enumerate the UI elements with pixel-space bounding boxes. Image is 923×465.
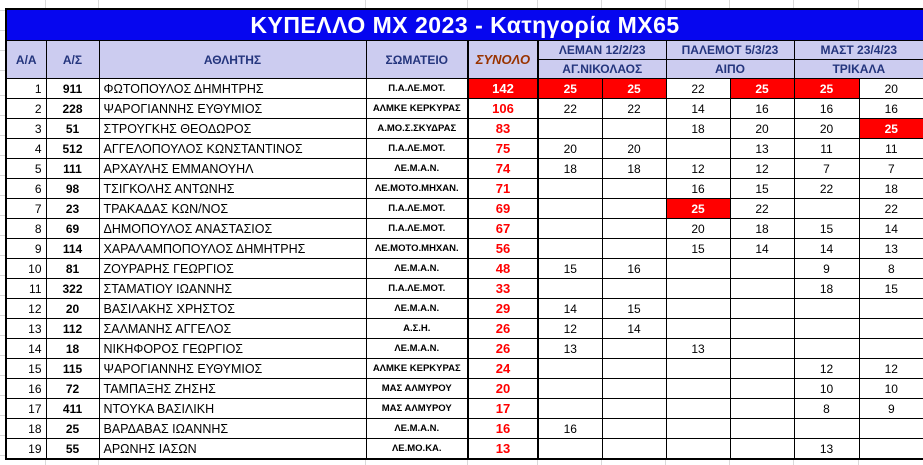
rider-number-cell[interactable]: 20 (46, 299, 99, 319)
club-cell[interactable]: Π.Α.ΛΕ.ΜΟΤ. (366, 279, 468, 299)
total-cell[interactable]: 142 (468, 79, 538, 99)
athlete-cell[interactable]: ΨΑΡΟΓΙΑΝΝΗΣ ΕΥΘΥΜΙΟΣ (99, 359, 366, 379)
rider-number-cell[interactable]: 114 (46, 239, 99, 259)
col-header-athlete[interactable]: ΑΘΛΗΤΗΣ (99, 41, 366, 79)
score-cell[interactable]: 11 (859, 139, 923, 159)
score-cell[interactable] (730, 339, 794, 359)
header-row-events (6, 41, 923, 60)
total-cell[interactable]: 69 (468, 199, 538, 219)
rider-number-cell[interactable]: 911 (46, 79, 99, 99)
total-cell[interactable]: 67 (468, 219, 538, 239)
score-cell[interactable]: 16 (538, 419, 602, 439)
athlete-cell[interactable]: ΖΟΥΡΑΡΗΣ ΓΕΩΡΓΙΟΣ (99, 259, 366, 279)
score-cell[interactable]: 16 (859, 99, 923, 119)
score-cell[interactable] (794, 419, 859, 439)
score-cell[interactable] (666, 419, 730, 439)
table-row (6, 299, 923, 319)
score-cell[interactable]: 15 (794, 219, 859, 239)
rider-number-cell[interactable]: 411 (46, 399, 99, 419)
results-body (6, 79, 923, 460)
score-cell[interactable] (730, 319, 794, 339)
score-cell[interactable] (538, 239, 602, 259)
score-cell[interactable]: 13 (859, 239, 923, 259)
score-cell[interactable] (666, 379, 730, 399)
total-cell[interactable]: 71 (468, 179, 538, 199)
score-cell[interactable]: 20 (794, 119, 859, 139)
rider-number-cell[interactable]: 112 (46, 319, 99, 339)
score-cell[interactable] (794, 299, 859, 319)
club-cell[interactable]: ΛΕ.Μ.Α.Ν. (366, 339, 468, 359)
score-cell[interactable]: 20 (602, 139, 666, 159)
table-row (6, 339, 923, 359)
gridline (365, 460, 366, 465)
gridline (365, 0, 366, 8)
club-cell[interactable]: Π.Α.ΛΕ.ΜΟΤ. (366, 199, 468, 219)
score-cell[interactable] (602, 279, 666, 299)
score-cell[interactable]: 16 (666, 179, 730, 199)
score-cell[interactable] (794, 339, 859, 359)
table-row (6, 99, 923, 119)
table-row (6, 279, 923, 299)
rider-number-cell[interactable]: 115 (46, 359, 99, 379)
gridline-strip-bottom (5, 460, 923, 465)
table-row (6, 159, 923, 179)
gridline (467, 460, 468, 465)
score-cell[interactable] (730, 259, 794, 279)
total-cell[interactable]: 13 (468, 439, 538, 460)
score-cell[interactable]: 14 (794, 239, 859, 259)
rider-number-cell[interactable]: 25 (46, 419, 99, 439)
rank-cell[interactable]: 7 (6, 199, 46, 219)
rider-number-cell[interactable]: 23 (46, 199, 99, 219)
score-cell[interactable]: 18 (859, 179, 923, 199)
col-header-club[interactable]: ΣΩΜΑΤΕΙΟ (366, 41, 468, 79)
score-cell[interactable]: 9 (859, 399, 923, 419)
score-cell[interactable] (602, 339, 666, 359)
table-row (6, 439, 923, 460)
score-cell[interactable]: 13 (730, 139, 794, 159)
score-cell[interactable] (859, 299, 923, 319)
rank-cell[interactable]: 1 (6, 79, 46, 99)
score-cell[interactable] (602, 379, 666, 399)
athlete-cell[interactable]: ΒΑΡΔΑΒΑΣ ΙΩΑΝΝΗΣ (99, 419, 366, 439)
club-cell[interactable]: Π.Α.ΛΕ.ΜΟΤ. (366, 219, 468, 239)
venue-header-trikala[interactable]: ΤΡΙΚΑΛΑ (794, 60, 923, 79)
club-cell[interactable]: Π.Α.ΛΕ.ΜΟΤ. (366, 139, 468, 159)
venue-header-aipo[interactable]: ΑΙΠΟ (666, 60, 794, 79)
score-cell[interactable]: 14 (602, 319, 666, 339)
score-cell[interactable] (859, 319, 923, 339)
rank-cell[interactable]: 18 (6, 419, 46, 439)
total-cell[interactable]: 75 (468, 139, 538, 159)
athlete-cell[interactable]: ΑΡΧΑΥΛΗΣ ΕΜΜΑΝΟΥΗΛ (99, 159, 366, 179)
table-row (6, 419, 923, 439)
score-cell[interactable]: 25 (794, 79, 859, 99)
score-cell[interactable]: 8 (794, 399, 859, 419)
table-row (6, 179, 923, 199)
rider-number-cell[interactable]: 72 (46, 379, 99, 399)
gridline (45, 0, 46, 8)
gridline (729, 460, 730, 465)
athlete-cell[interactable]: ΔΗΜΟΠΟΥΛΟΣ ΑΝΑΣΤΑΣΙΟΣ (99, 219, 366, 239)
score-cell[interactable]: 25 (602, 79, 666, 99)
gridline (98, 460, 99, 465)
score-cell[interactable] (730, 299, 794, 319)
table-row (6, 259, 923, 279)
score-cell[interactable]: 15 (730, 179, 794, 199)
score-cell[interactable]: 13 (538, 339, 602, 359)
club-cell[interactable]: Π.Α.ΛΕ.ΜΟΤ. (366, 79, 468, 99)
gridline (665, 0, 666, 8)
score-cell[interactable]: 13 (666, 339, 730, 359)
gridline (665, 460, 666, 465)
rank-cell[interactable]: 12 (6, 299, 46, 319)
athlete-cell[interactable]: ΒΑΣΙΛΑΚΗΣ ΧΡΗΣΤΟΣ (99, 299, 366, 319)
score-cell[interactable]: 12 (859, 359, 923, 379)
table-row (6, 359, 923, 379)
rider-number-cell[interactable]: 228 (46, 99, 99, 119)
score-cell[interactable]: 22 (859, 199, 923, 219)
score-cell[interactable]: 14 (730, 239, 794, 259)
score-cell[interactable]: 15 (602, 299, 666, 319)
rank-cell[interactable]: 5 (6, 159, 46, 179)
score-cell[interactable] (538, 279, 602, 299)
results-table (5, 8, 923, 460)
score-cell[interactable]: 18 (730, 219, 794, 239)
rider-number-cell[interactable]: 51 (46, 119, 99, 139)
club-cell[interactable]: ΜΑΣ ΑΛΜΥΡΟΥ (366, 379, 468, 399)
club-cell[interactable]: Α.ΜΟ.Σ.ΣΚΥΔΡΑΣ (366, 119, 468, 139)
score-cell[interactable]: 22 (730, 199, 794, 219)
table-row (6, 239, 923, 259)
score-cell[interactable]: 25 (859, 119, 923, 139)
score-cell[interactable]: 12 (538, 319, 602, 339)
athlete-cell[interactable]: ΤΣΙΓΚΟΛΗΣ ΑΝΤΩΝΗΣ (99, 179, 366, 199)
score-cell[interactable]: 10 (794, 379, 859, 399)
club-cell[interactable]: ΛΕ.ΜΟΤΟ.ΜΗΧΑΝ. (366, 239, 468, 259)
rank-cell[interactable]: 6 (6, 179, 46, 199)
score-cell[interactable]: 16 (794, 99, 859, 119)
score-cell[interactable]: 15 (859, 279, 923, 299)
total-cell[interactable]: 48 (468, 259, 538, 279)
club-cell[interactable]: ΑΛΜΚΕ ΚΕΡΚΥΡΑΣ (366, 359, 468, 379)
rider-number-cell[interactable]: 98 (46, 179, 99, 199)
score-cell[interactable] (538, 199, 602, 219)
total-cell[interactable]: 83 (468, 119, 538, 139)
total-cell[interactable]: 33 (468, 279, 538, 299)
score-cell[interactable]: 22 (538, 99, 602, 119)
score-cell[interactable] (666, 259, 730, 279)
rider-number-cell[interactable]: 81 (46, 259, 99, 279)
event-header-palemot[interactable]: ΠΑΛΕΜΟΤ 5/3/23 (666, 41, 794, 60)
score-cell[interactable]: 18 (602, 159, 666, 179)
event-header-leman[interactable]: ΛΕΜΑΝ 12/2/23 (538, 41, 666, 60)
score-cell[interactable] (730, 279, 794, 299)
table-row (6, 79, 923, 99)
athlete-cell[interactable]: ΣΤΡΟΥΓΚΗΣ ΘΕΟΔΩΡΟΣ (99, 119, 366, 139)
gridline (793, 0, 794, 8)
gridline (537, 0, 538, 8)
total-cell[interactable]: 29 (468, 299, 538, 319)
total-cell[interactable]: 106 (468, 99, 538, 119)
athlete-cell[interactable]: ΣΑΛΜΑΝΗΣ ΑΓΓΕΛΟΣ (99, 319, 366, 339)
table-row (6, 199, 923, 219)
total-cell[interactable]: 26 (468, 319, 538, 339)
score-cell[interactable] (666, 299, 730, 319)
rank-cell[interactable]: 11 (6, 279, 46, 299)
event-header-mast[interactable]: ΜΑΣΤ 23/4/23 (794, 41, 923, 60)
score-cell[interactable] (730, 419, 794, 439)
score-cell[interactable] (602, 359, 666, 379)
total-cell[interactable]: 74 (468, 159, 538, 179)
rank-cell[interactable]: 3 (6, 119, 46, 139)
score-cell[interactable] (602, 199, 666, 219)
athlete-cell[interactable]: ΑΡΩΝΗΣ ΙΑΣΩΝ (99, 439, 366, 460)
score-cell[interactable]: 18 (666, 119, 730, 139)
gridline (98, 0, 99, 8)
athlete-cell[interactable]: ΑΓΓΕΛΟΠΟΥΛΟΣ ΚΩΝΣΤΑΝΤΙΝΟΣ (99, 139, 366, 159)
col-header-total[interactable]: ΣΥΝΟΛΟ (468, 41, 538, 79)
col-header-aa[interactable]: Α/Α (6, 41, 46, 79)
score-cell[interactable] (602, 219, 666, 239)
table-row (6, 379, 923, 399)
score-cell[interactable] (538, 219, 602, 239)
table-row (6, 139, 923, 159)
score-cell[interactable]: 22 (666, 79, 730, 99)
athlete-cell[interactable]: ΝΤΟΥΚΑ ΒΑΣΙΛΙΚΗ (99, 399, 366, 419)
rank-cell[interactable]: 19 (6, 439, 46, 460)
rank-cell[interactable]: 14 (6, 339, 46, 359)
score-cell[interactable] (859, 439, 923, 460)
rank-cell[interactable]: 17 (6, 399, 46, 419)
score-cell[interactable] (666, 359, 730, 379)
score-cell[interactable]: 12 (794, 359, 859, 379)
athlete-cell[interactable]: ΤΑΜΠΑΞΗΣ ΖΗΣΗΣ (99, 379, 366, 399)
score-cell[interactable]: 14 (859, 219, 923, 239)
gridline (858, 0, 859, 8)
table-row (6, 319, 923, 339)
score-cell[interactable] (730, 379, 794, 399)
rank-cell[interactable]: 15 (6, 359, 46, 379)
score-cell[interactable] (602, 179, 666, 199)
score-cell[interactable]: 12 (666, 159, 730, 179)
score-cell[interactable]: 16 (730, 99, 794, 119)
score-cell[interactable]: 8 (859, 259, 923, 279)
col-header-as[interactable]: Α/Σ (46, 41, 99, 79)
rider-number-cell[interactable]: 322 (46, 279, 99, 299)
score-cell[interactable] (666, 319, 730, 339)
club-cell[interactable]: ΜΑΣ ΑΛΜΥΡΟΥ (366, 399, 468, 419)
club-cell[interactable]: ΛΕ.Μ.Α.Ν. (366, 259, 468, 279)
score-cell[interactable]: 25 (666, 199, 730, 219)
score-cell[interactable] (538, 399, 602, 419)
rider-number-cell[interactable]: 111 (46, 159, 99, 179)
club-cell[interactable]: Α.Σ.Η. (366, 319, 468, 339)
rank-cell[interactable]: 4 (6, 139, 46, 159)
club-cell[interactable]: ΛΕ.ΜΟΤΟ.ΜΗΧΑΝ. (366, 179, 468, 199)
score-cell[interactable] (859, 419, 923, 439)
score-cell[interactable]: 7 (859, 159, 923, 179)
score-cell[interactable] (602, 399, 666, 419)
score-cell[interactable] (602, 239, 666, 259)
score-cell[interactable]: 15 (666, 239, 730, 259)
score-cell[interactable]: 14 (538, 299, 602, 319)
athlete-cell[interactable]: ΝΙΚΗΦΟΡΟΣ ΓΕΩΡΓΙΟΣ (99, 339, 366, 359)
total-cell[interactable]: 16 (468, 419, 538, 439)
score-cell[interactable] (538, 379, 602, 399)
score-cell[interactable]: 9 (794, 259, 859, 279)
score-cell[interactable]: 20 (730, 119, 794, 139)
score-cell[interactable]: 18 (538, 159, 602, 179)
score-cell[interactable] (602, 119, 666, 139)
score-cell[interactable]: 20 (538, 139, 602, 159)
score-cell[interactable]: 7 (794, 159, 859, 179)
table-row (6, 219, 923, 239)
score-cell[interactable] (794, 199, 859, 219)
rank-cell[interactable]: 9 (6, 239, 46, 259)
total-cell[interactable]: 17 (468, 399, 538, 419)
score-cell[interactable] (666, 399, 730, 419)
gridline (729, 0, 730, 8)
score-cell[interactable]: 22 (794, 179, 859, 199)
rider-number-cell[interactable]: 18 (46, 339, 99, 359)
score-cell[interactable] (538, 439, 602, 460)
score-cell[interactable] (666, 139, 730, 159)
rank-cell[interactable]: 13 (6, 319, 46, 339)
club-cell[interactable]: ΛΕ.Μ.Α.Ν. (366, 299, 468, 319)
results-grid (5, 0, 923, 465)
score-cell[interactable]: 13 (794, 439, 859, 460)
score-cell[interactable]: 25 (730, 79, 794, 99)
gridline (858, 460, 859, 465)
gridline (793, 460, 794, 465)
score-cell[interactable] (602, 439, 666, 460)
gridline (601, 0, 602, 8)
score-cell[interactable] (730, 399, 794, 419)
score-cell[interactable]: 15 (538, 259, 602, 279)
score-cell[interactable]: 12 (730, 159, 794, 179)
athlete-cell[interactable]: ΨΑΡΟΓΙΑΝΝΗΣ ΕΥΘΥΜΙΟΣ (99, 99, 366, 119)
gridline (45, 460, 46, 465)
athlete-cell[interactable]: ΣΤΑΜΑΤΙΟΥ ΙΩΑΝΝΗΣ (99, 279, 366, 299)
total-cell[interactable]: 26 (468, 339, 538, 359)
club-cell[interactable]: ΛΕ.Μ.Α.Ν. (366, 159, 468, 179)
club-cell[interactable]: ΛΕ.Μ.Α.Ν. (366, 419, 468, 439)
score-cell[interactable] (538, 119, 602, 139)
table-row (6, 119, 923, 139)
rider-number-cell[interactable]: 55 (46, 439, 99, 460)
club-cell[interactable]: ΑΛΜΚΕ ΚΕΡΚΥΡΑΣ (366, 99, 468, 119)
gridline (601, 460, 602, 465)
athlete-cell[interactable]: ΦΩΤΟΠΟΥΛΟΣ ΔΗΜΗΤΡΗΣ (99, 79, 366, 99)
score-cell[interactable]: 20 (666, 219, 730, 239)
score-cell[interactable] (602, 419, 666, 439)
score-cell[interactable] (730, 439, 794, 460)
score-cell[interactable]: 25 (538, 79, 602, 99)
rank-cell[interactable]: 8 (6, 219, 46, 239)
gridline (467, 0, 468, 8)
table-row (6, 399, 923, 419)
athlete-cell[interactable]: ΧΑΡΑΛΑΜΠΟΠΟΥΛΟΣ ΔΗΜΗΤΡΗΣ (99, 239, 366, 259)
title-row (6, 9, 923, 41)
score-cell[interactable]: 11 (794, 139, 859, 159)
total-cell[interactable]: 20 (468, 379, 538, 399)
gridline (537, 460, 538, 465)
rank-cell[interactable]: 16 (6, 379, 46, 399)
score-cell[interactable] (538, 179, 602, 199)
score-cell[interactable] (666, 279, 730, 299)
score-cell[interactable]: 14 (666, 99, 730, 119)
club-cell[interactable]: ΛΕ.ΜΟ.ΚΑ. (366, 439, 468, 460)
total-cell[interactable]: 24 (468, 359, 538, 379)
score-cell[interactable]: 16 (602, 259, 666, 279)
score-cell[interactable] (794, 319, 859, 339)
score-cell[interactable] (730, 359, 794, 379)
score-cell[interactable]: 20 (859, 79, 923, 99)
gridline-strip-top (5, 0, 923, 8)
total-cell[interactable]: 56 (468, 239, 538, 259)
score-cell[interactable]: 10 (859, 379, 923, 399)
sheet-title: ΚΥΠΕΛΛΟ MX 2023 - Κατηγορία MX65 (6, 9, 923, 41)
rider-number-cell[interactable]: 69 (46, 219, 99, 239)
rank-cell[interactable]: 2 (6, 99, 46, 119)
rank-cell[interactable]: 10 (6, 259, 46, 279)
score-cell[interactable] (666, 439, 730, 460)
athlete-cell[interactable]: ΤΡΑΚΑΔΑΣ ΚΩΝ/ΝΟΣ (99, 199, 366, 219)
rider-number-cell[interactable]: 512 (46, 139, 99, 159)
score-cell[interactable] (538, 359, 602, 379)
score-cell[interactable]: 18 (794, 279, 859, 299)
score-cell[interactable] (859, 339, 923, 359)
score-cell[interactable]: 22 (602, 99, 666, 119)
venue-header-ag-nikolaos[interactable]: ΑΓ.ΝΙΚΟΛΑΟΣ (538, 60, 666, 79)
